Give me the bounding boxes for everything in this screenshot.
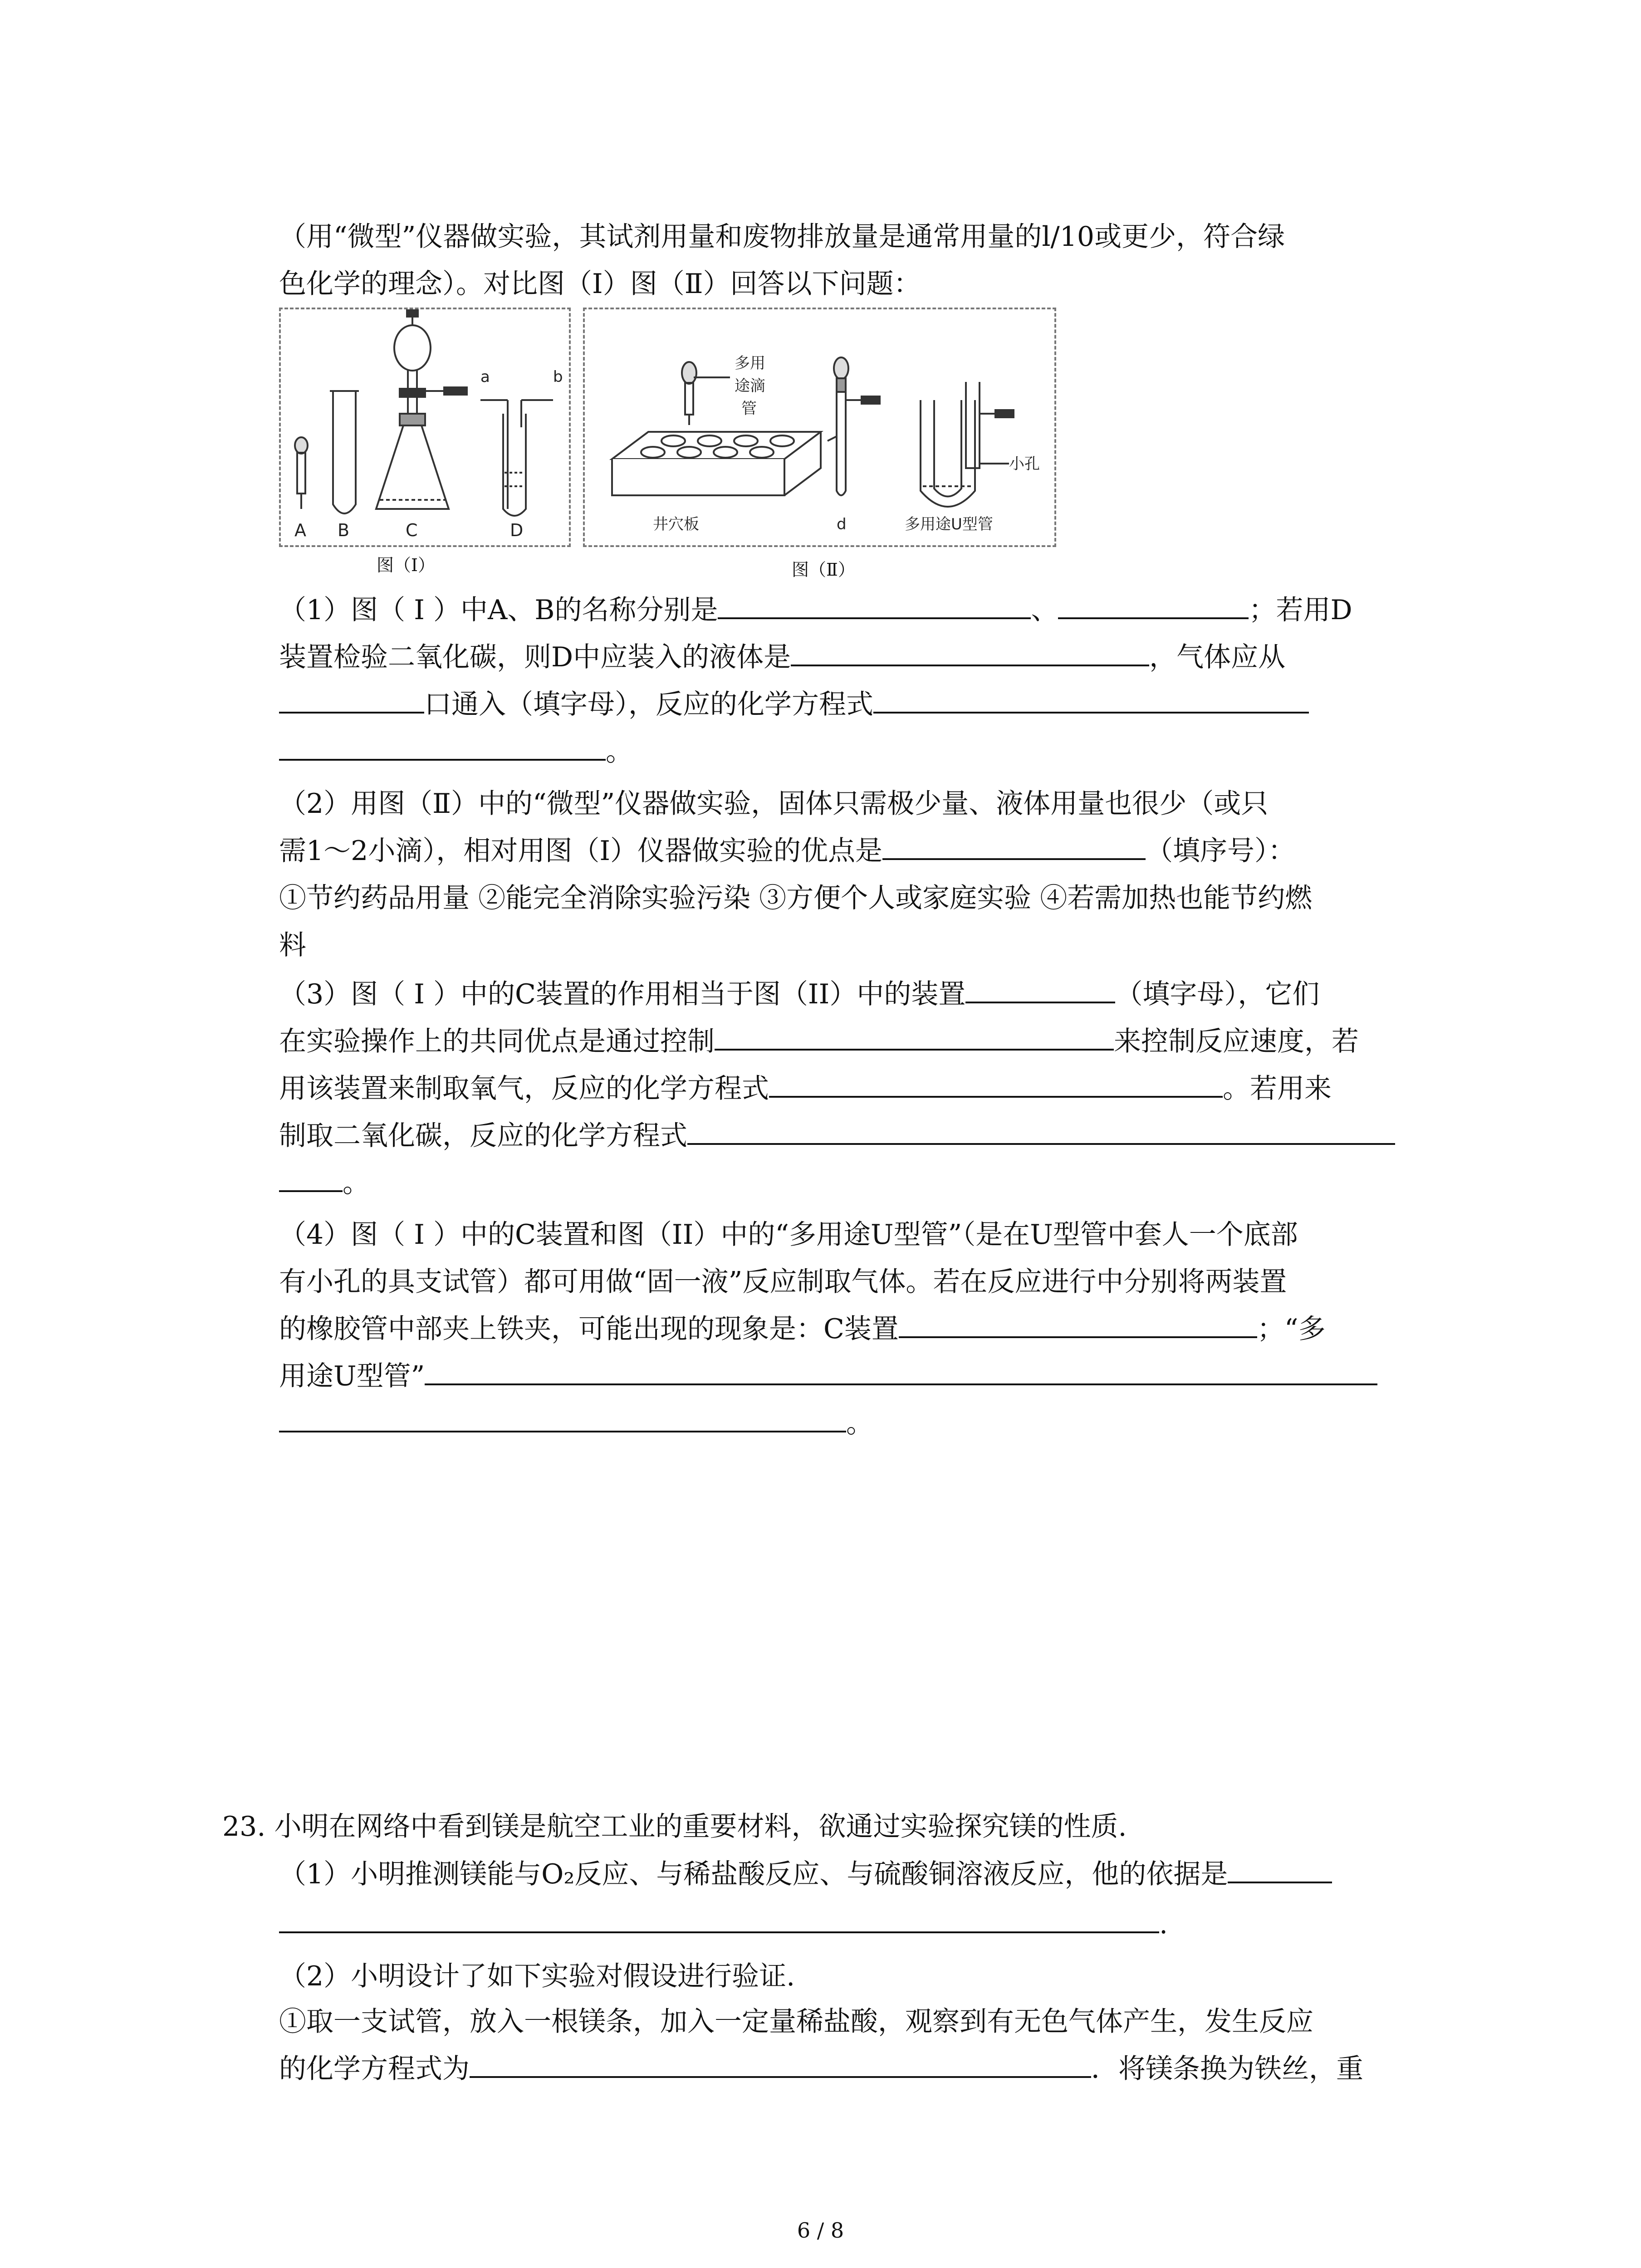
q1-text-7: 。 [606,736,633,767]
q23-blank-equation[interactable] [470,2049,1091,2078]
figure-1 [279,308,571,547]
q3-text-7: 制取二氧化碳，反应的化学方程式 [279,1120,687,1152]
q3-text-8: 。 [343,1167,370,1199]
q23-blank-basis[interactable] [1228,1854,1332,1883]
q23-line-2 [279,1851,1332,1898]
q23-text-3: 的化学方程式为 [279,2053,470,2085]
q3-line-1 [279,971,1319,1018]
q23-line-4: （2）小明设计了如下实验对假设进行验证. [279,1960,795,1992]
q3-text-5: 用该装置来制取氧气，反应的化学方程式 [279,1073,769,1105]
dropper-a [295,437,308,509]
page-number: 6 / 8 [797,2218,844,2243]
q2-line-2 [279,827,1295,875]
q4-line-1: （4）图（ I ）中的C装置和图（II）中的“多用途U型管”（是在U型管中套人一个底部 [279,1219,1298,1251]
q1-blank-a-name[interactable] [718,590,1031,619]
q1-text-1: （1）图（ I ）中A、B的名称分别是 [279,594,718,626]
q2-text-2: （填序号）： [1146,835,1296,867]
q4-line-5 [279,1400,873,1447]
q1-line-2 [279,634,1285,681]
washing-bottle-d [480,400,553,516]
utube-label: 多用途U型管 [905,515,993,533]
q4-line-2: 有小孔的具支试管）都可用做“固一液”反应制取气体。若在反应进行中分别将两装置 [279,1266,1287,1298]
q3-text-1: （3）图（ I ）中的C装置的作用相当于图（II）中的装置 [279,978,966,1010]
q3-text-3: 在实验操作上的共同优点是通过控制 [279,1026,715,1057]
q4-blank-u-tube-cont[interactable] [279,1403,846,1432]
q4-text-3: 用途U型管” [279,1360,425,1392]
q3-blank-co2-equation[interactable] [687,1116,1395,1145]
q2-blank-advantage[interactable] [882,831,1146,860]
port-b-label: b [553,368,563,386]
q4-text-2: ；“多 [1257,1313,1326,1345]
q1-text-4: 装置检验二氧化碳，则D中应装入的液体是 [279,641,791,673]
figure-1-caption: 图（I） [377,555,436,575]
q23-text-2: . [1159,1908,1168,1940]
q3-line-5 [279,1159,370,1207]
dropper-label-1: 多用 [735,354,765,372]
tube-d-label: d [837,515,847,533]
tube-d [828,357,880,495]
q3-line-3 [279,1065,1332,1112]
test-tube-b [330,391,359,513]
q4-line-4 [279,1353,1377,1400]
q4-blank-u-tube[interactable] [425,1356,1377,1385]
label-b: B [338,520,350,540]
q1-text-5: ，气体应从 [1149,641,1286,673]
q2-line-4: 料 [279,929,306,961]
q1-text-3: ；若用D [1249,594,1352,626]
q3-blank-co2-equation-cont[interactable] [279,1163,343,1192]
q1-blank-b-name[interactable] [1058,590,1249,619]
q4-text-4: 。 [846,1408,873,1439]
q1-blank-liquid[interactable] [791,637,1149,666]
figure-2 [583,308,1056,547]
port-a-label: a [480,368,490,386]
q23-blank-basis-cont[interactable] [279,1904,1159,1933]
q2-line-1: （2）用图（Ⅱ）中的“微型”仪器做实验，固体只需极少量、液体用量也很少（或只 [279,788,1269,820]
q4-line-3 [279,1305,1326,1353]
dropper-label-2: 途滴 [735,377,765,395]
hole-label: 小孔 [1009,455,1040,473]
label-a: A [294,520,306,540]
q3-blank-control[interactable] [715,1022,1114,1051]
q23-line-1: 23. 小明在网络中看到镁是航空工业的重要材料，欲通过实验探究镁的性质. [222,1811,1127,1843]
q1-text-6: 口通入（填字母），反应的化学方程式 [424,689,873,720]
q23-text-4: ．将镁条换为铁丝，重 [1091,2053,1363,2085]
q4-text-1: 的橡胶管中部夹上铁夹，可能出现的现象是：C装置 [279,1313,899,1345]
q1-line-3 [279,681,1309,728]
q3-text-2: （填字母），它们 [1115,978,1320,1010]
intro-line-1: （用“微型”仪器做实验，其试剂用量和废物排放量是通常用量的l/10或更少，符合绿 [279,221,1285,253]
plate-label: 井穴板 [653,515,699,533]
q23-line-5: ①取一支试管，放入一根镁条，加入一定量稀盐酸，观察到有无色气体产生，发生反应 [279,2006,1313,2038]
q1-blank-equation[interactable] [873,684,1309,714]
dropper-label-3: 管 [741,400,757,418]
q1-blank-inlet[interactable] [279,684,424,714]
q2-text-1: 需1～2小滴），相对用图（I）仪器做实验的优点是 [279,835,883,867]
intro-line-2: 色化学的理念）。对比图（I）图（Ⅱ）回答以下问题： [279,268,921,300]
q1-line-4 [279,728,633,775]
q3-text-6: 。若用来 [1223,1073,1332,1105]
q23-line-3 [279,1901,1168,1948]
q1-text-2: 、 [1031,594,1058,626]
label-d: D [510,520,524,540]
q1-blank-equation-cont[interactable] [279,732,606,761]
flask-c [376,309,467,509]
q23-text-1: （1）小明推测镁能与O₂反应、与稀盐酸反应、与硫酸铜溶液反应，他的依据是 [279,1858,1228,1890]
figure-2-caption: 图（Ⅱ） [792,560,855,580]
q3-line-2 [279,1018,1359,1065]
q4-blank-device-c[interactable] [899,1309,1257,1338]
q3-line-4 [279,1112,1395,1159]
u-tube [921,382,1014,507]
q1-line-1 [279,587,1352,634]
well-plate [612,432,821,495]
q23-line-6 [279,2045,1363,2092]
multi-use-dropper [682,362,730,425]
q3-text-4: 来控制反应速度，若 [1114,1026,1359,1057]
q2-line-3: ①节约药品用量 ②能完全消除实验污染 ③方便个人或家庭实验 ④若需加热也能节约燃 [279,882,1313,914]
q3-blank-device[interactable] [965,974,1115,1003]
label-c: C [406,520,418,540]
q3-blank-oxygen-equation[interactable] [769,1069,1223,1098]
